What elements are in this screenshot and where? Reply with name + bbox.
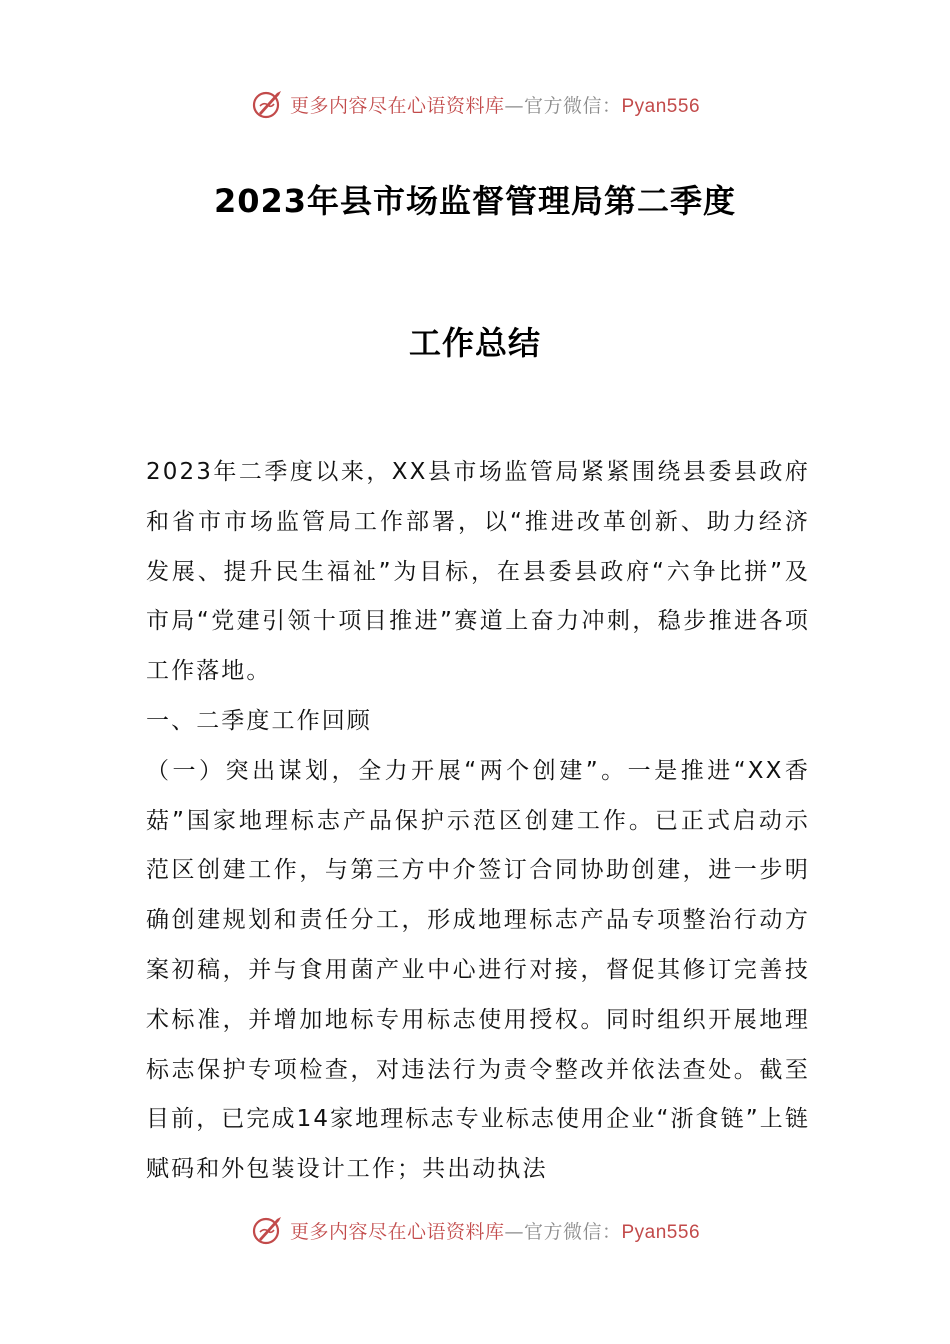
quill-seal-icon [250, 1212, 286, 1248]
watermark-main: 更多内容尽在心语资料库 [289, 1220, 505, 1243]
watermark-footer [0, 1210, 950, 1250]
watermark-account: Pyan556 [621, 95, 701, 117]
section-heading: 一、二季度工作回顾 [146, 707, 372, 734]
document-body [146, 448, 810, 1195]
watermark-main: 更多内容尽在心语资料库 [289, 94, 505, 117]
watermark-text [290, 1217, 700, 1244]
document-title-line2: 工作总结 [408, 324, 541, 362]
watermark-official: —官方微信： [504, 94, 622, 117]
section-paragraph: （一）突出谋划，全力开展“两个创建”。一是推进“XX香菇”国家地理标志产品保护示范区创建工作。已正式启动示范区创建工作，与第三方中介签订合同协助创建，进一步明确创建规划和责任分工，形成地理标志产品专项整治行动方案初稿，并与食用菌产业中心进行对接，督促其修订完善技术标准，并增加地标专用标志使用授权。同时组织开展地理标志保护专项检查，对违法行为责令整改并依法查处。截至目前，已完成14家地理标志专业标志使用企业“浙食链”上链赋码和外包装设计工作；共出动执法 [146, 757, 810, 1183]
document-title-line1: 2023年县市场监督管理局第二季度 [213, 182, 737, 220]
quill-seal-icon [250, 86, 286, 122]
watermark-text [290, 91, 700, 118]
intro-paragraph: 2023年二季度以来，XX县市场监管局紧紧围绕县委县政府和省市市场监管局工作部署，以“推进改革创新、助力经济发展、提升民生福祉”为目标，在县委县政府“六争比拼”及市局“党建引领十项目推进”赛道上奋力冲刺，稳步推进各项工作落地。 [146, 459, 810, 685]
watermark-account: Pyan556 [621, 1221, 701, 1243]
watermark-header [0, 84, 950, 124]
watermark-official: —官方微信： [504, 1220, 622, 1243]
